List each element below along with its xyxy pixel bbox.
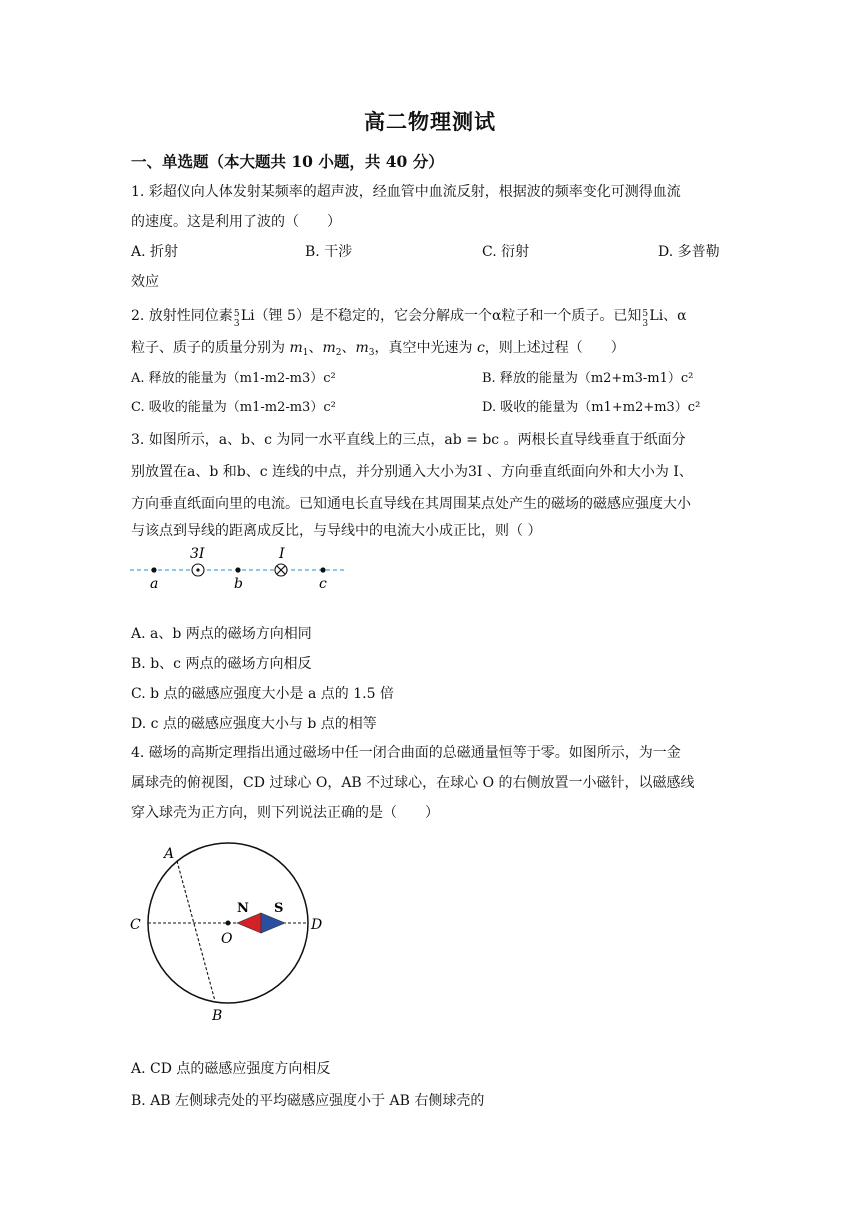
isotope-mass: 5 bbox=[233, 309, 240, 319]
q3-line-3: 方向垂直纸面向里的电流。已知通电长直导线在其周围某点处产生的磁场的磁感应强度大小 bbox=[131, 496, 691, 512]
label-N: N bbox=[237, 901, 249, 916]
label-O: O bbox=[221, 931, 233, 947]
q1-option-b: B. 干涉 bbox=[305, 244, 353, 260]
q2-option-d: D. 吸收的能量为（m1+m2+m3）c² bbox=[482, 400, 701, 415]
q4-option-a: A. CD 点的磁感应强度方向相反 bbox=[131, 1061, 331, 1077]
q2-option-b: B. 释放的能量为（m2+m3-m1）c² bbox=[482, 371, 694, 386]
point-b bbox=[235, 567, 240, 572]
q3-line-2: 别放置在a、b 和b、c 连线的中点，并分别通入大小为3I 、方向垂直纸面向外和大小为 I、 bbox=[131, 464, 693, 480]
isotope-notation bbox=[233, 306, 241, 329]
q2-l2-e: m bbox=[322, 340, 336, 356]
isotope-number: 3 bbox=[233, 319, 240, 329]
q2-l2-d: 、 bbox=[308, 340, 323, 356]
q3-line-1: 3. 如图所示，a、b、c 为同一水平直线上的三点，ab = bc 。两根长直导线垂直于纸面分 bbox=[131, 432, 686, 448]
q2-option-a: A. 释放的能量为（m1-m2-m3）c² bbox=[131, 371, 336, 386]
q1-line-2: 的速度。这是利用了波的（ ） bbox=[131, 214, 341, 230]
label-C: C bbox=[130, 917, 141, 933]
isotope-mass-2: 5 bbox=[642, 309, 649, 319]
point-a bbox=[151, 567, 156, 572]
label-c: c bbox=[319, 576, 327, 592]
q2-l2-c: 1 bbox=[302, 348, 309, 358]
q2-line-1 bbox=[131, 306, 687, 329]
wire-out-dot bbox=[196, 568, 199, 571]
label-S: S bbox=[274, 901, 284, 916]
q3-line-4: 与该点到导线的距离成反比，与导线中的电流大小成正比，则（ ） bbox=[131, 523, 542, 539]
q4-option-b: B. AB 左侧球壳处的平均磁感应强度小于 AB 右侧球壳的 bbox=[131, 1093, 485, 1109]
q1-option-d-cont: 效应 bbox=[131, 274, 159, 290]
q2-l2-h: m bbox=[355, 340, 369, 356]
q4-line-3: 穿入球壳为正方向，则下列说法正确的是（ ） bbox=[131, 805, 439, 821]
q1-option-d: D. 多普勒 bbox=[658, 244, 720, 260]
label-3I: 3I bbox=[190, 546, 205, 562]
q2-l2-a: 粒子、质子的质量分别为 bbox=[131, 340, 290, 356]
q1-option-c: C. 衍射 bbox=[482, 244, 530, 260]
q3-option-b: B. b、c 两点的磁场方向相反 bbox=[131, 656, 312, 672]
section-heading: 一、单选题（本大题共 10 小题，共 40 分） bbox=[131, 152, 444, 171]
q1-line-1: 1. 彩超仪向人体发射某频率的超声波，经血管中血流反射，根据波的频率变化可测得血流 bbox=[131, 184, 681, 200]
q2-l2-l: ，则上述过程（ ） bbox=[484, 340, 625, 356]
q3-option-d: D. c 点的磁感应强度大小与 b 点的相等 bbox=[131, 716, 377, 732]
q2-line-2 bbox=[131, 338, 625, 360]
label-D: D bbox=[311, 917, 323, 933]
q2-option-c: C. 吸收的能量为（m1-m2-m3）c² bbox=[131, 400, 336, 415]
q2-text-a: 2. 放射性同位素 bbox=[131, 308, 233, 324]
needle-n-half bbox=[237, 913, 261, 933]
page-title: 高二物理测试 bbox=[364, 109, 496, 134]
q2-l2-k: c bbox=[476, 340, 485, 356]
q4-line-1: 4. 磁场的高斯定理指出通过磁场中任一闭合曲面的总磁通量恒等于零。如图所示，为一金 bbox=[131, 745, 681, 761]
label-b: b bbox=[234, 576, 243, 592]
label-I: I bbox=[279, 546, 285, 562]
q2-l2-j: ，真空中光速为 bbox=[374, 340, 477, 356]
isotope-number-2: 3 bbox=[642, 319, 649, 329]
q2-text-b: Li（锂 5）是不稳定的，它会分解成一个α粒子和一个质子。已知 bbox=[240, 308, 642, 324]
q2-l2-f: 2 bbox=[335, 348, 342, 358]
needle-s-half bbox=[261, 913, 285, 933]
center-o bbox=[226, 921, 231, 926]
q2-l2-i: 3 bbox=[368, 348, 375, 358]
q1-option-a: A. 折射 bbox=[131, 244, 179, 260]
wire-diagram bbox=[128, 544, 350, 594]
q2-l2-g: 、 bbox=[341, 340, 356, 356]
q3-option-a: A. a、b 两点的磁场方向相同 bbox=[131, 626, 312, 642]
q2-l2-b: m bbox=[289, 340, 303, 356]
label-a: a bbox=[150, 576, 159, 592]
label-B: B bbox=[212, 1008, 223, 1024]
sphere-diagram bbox=[126, 840, 331, 1030]
point-c bbox=[320, 567, 325, 572]
isotope-notation-2 bbox=[641, 306, 649, 329]
q2-text-c: Li、α bbox=[649, 308, 687, 324]
line-ab bbox=[177, 861, 215, 1001]
q3-option-c: C. b 点的磁感应强度大小是 a 点的 1.5 倍 bbox=[131, 686, 394, 702]
q4-line-2: 属球壳的俯视图，CD 过球心 O，AB 不过球心，在球心 O 的右侧放置一小磁针，以磁感线 bbox=[131, 775, 695, 791]
label-A: A bbox=[164, 846, 175, 862]
